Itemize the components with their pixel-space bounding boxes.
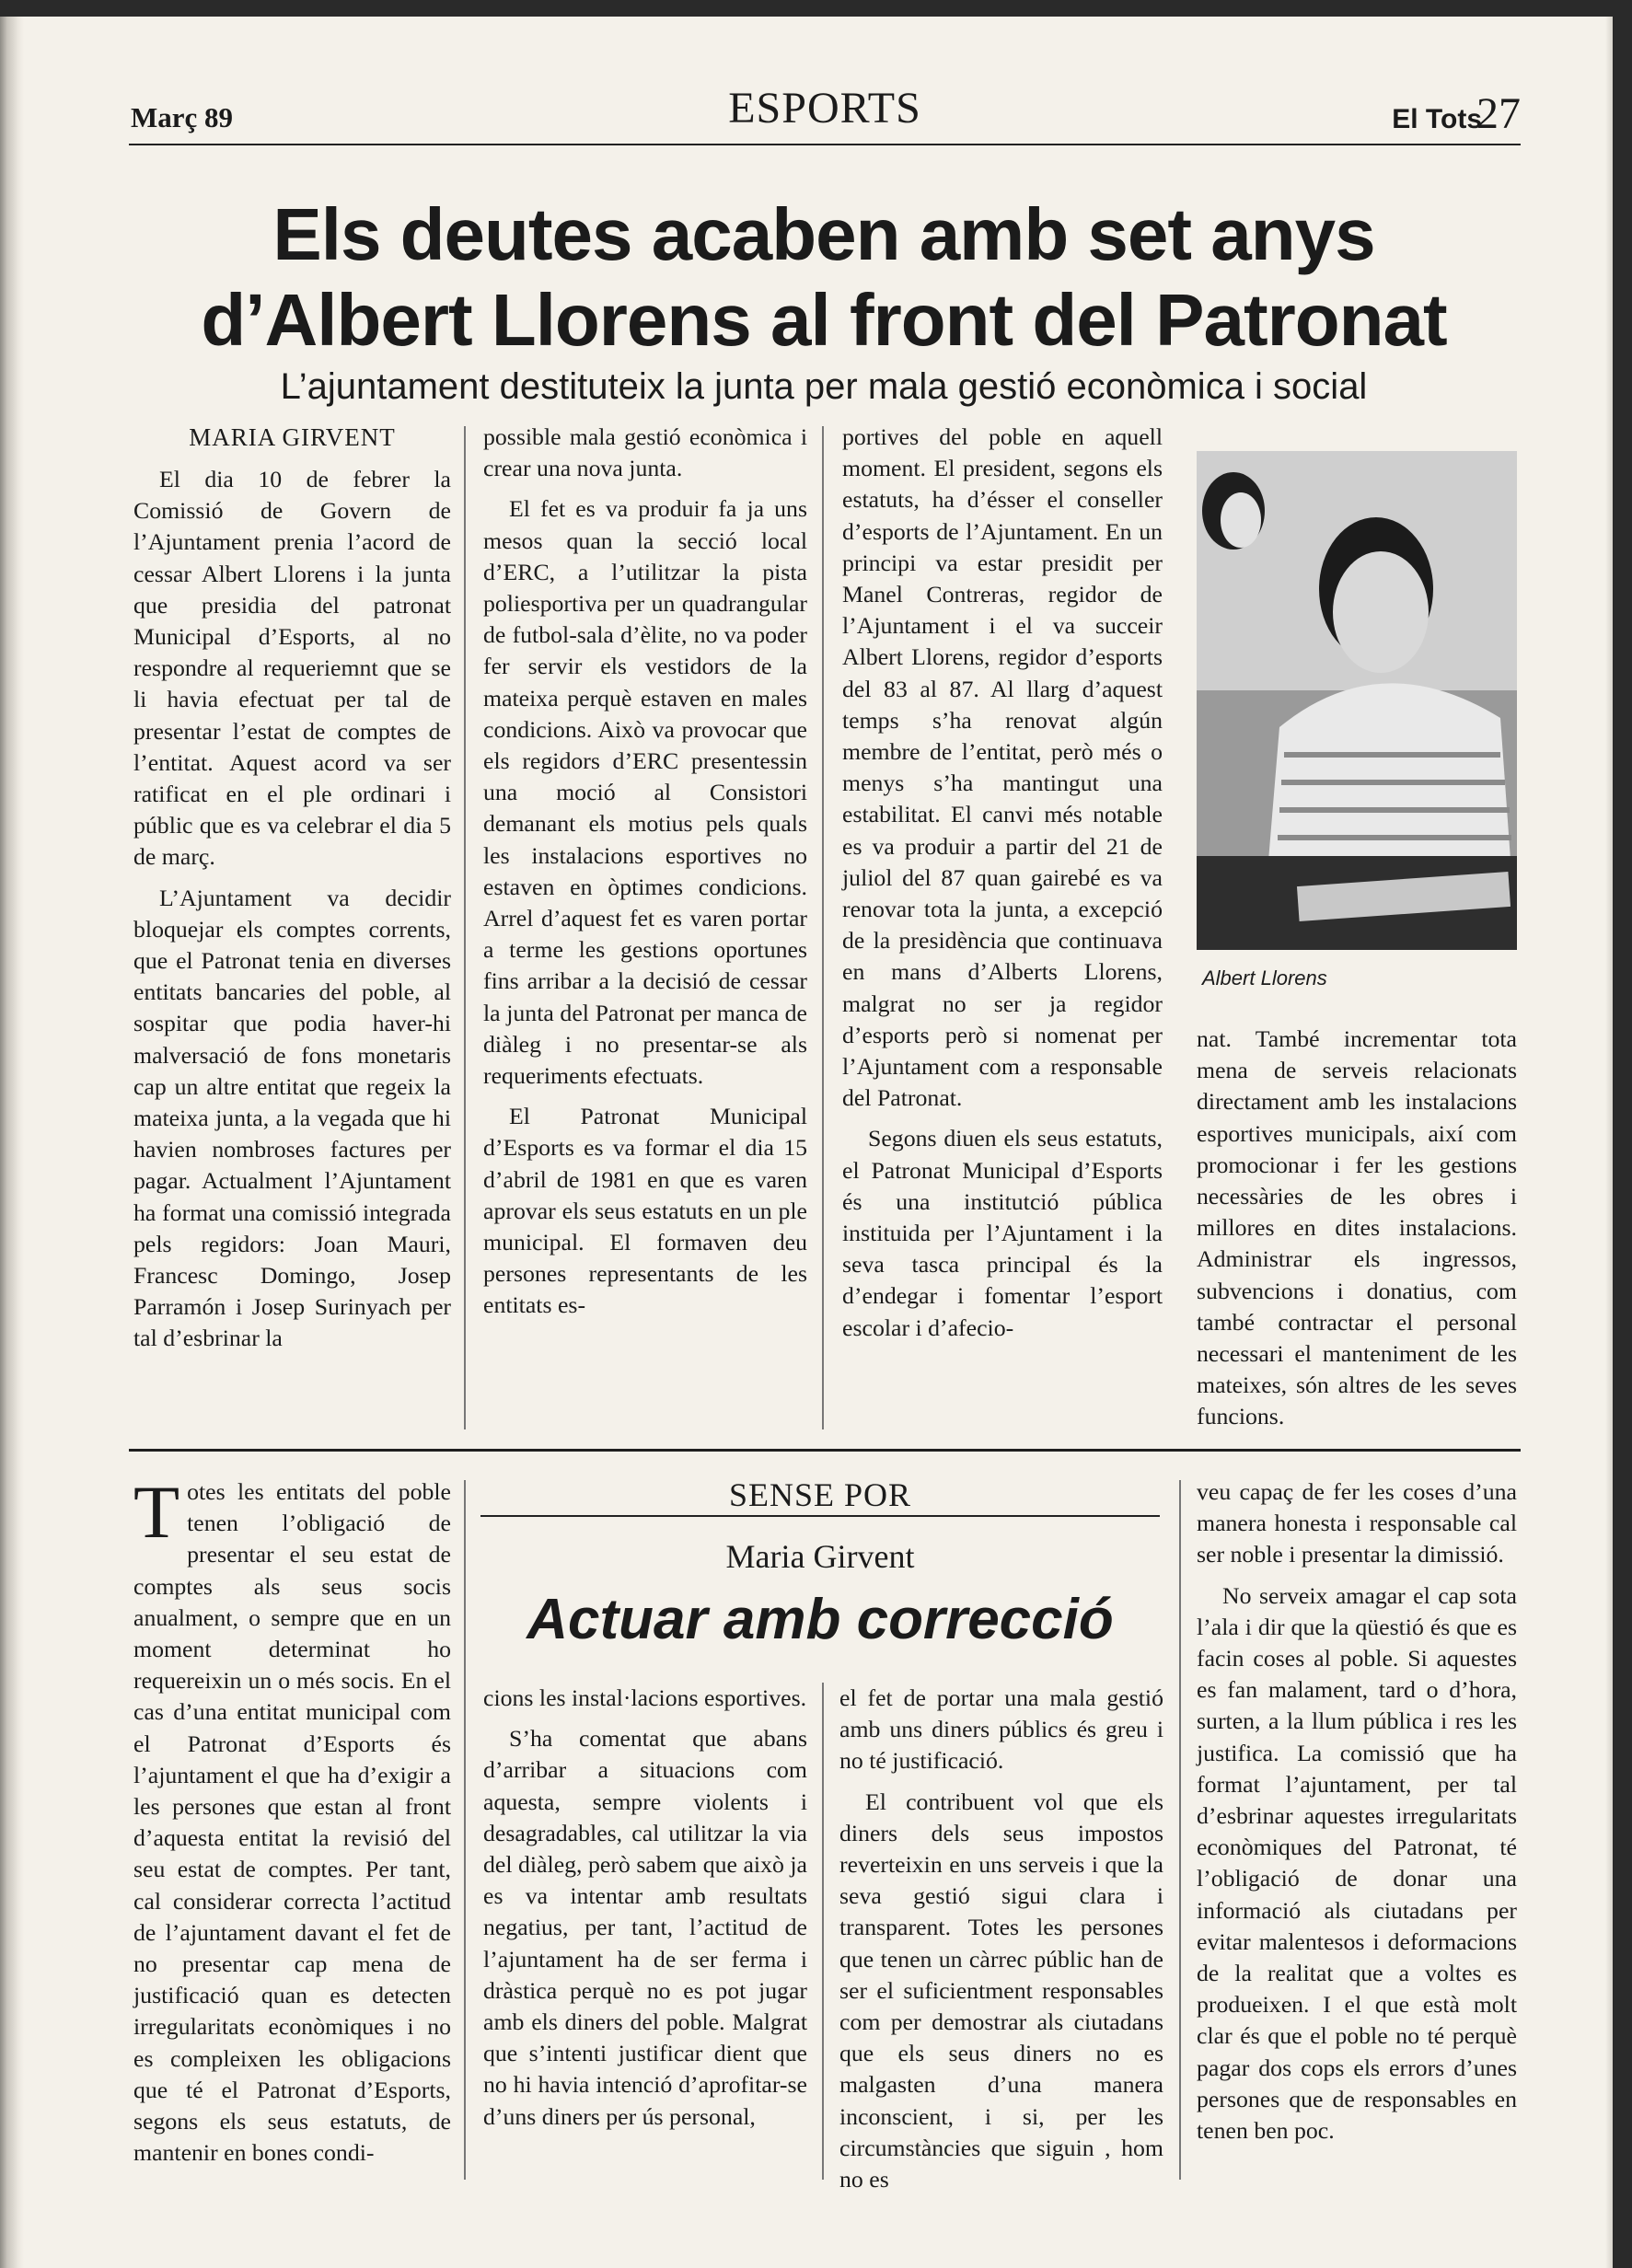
publication-name: El Tots [1392,104,1482,134]
opinion-column-4 [1197,1476,1517,2146]
paragraph: nat. També incrementar tota mena de serveis relacionats directament amb les instalacions esportives municipals, així com promocionar i fer les gestions necessàries de les obres i millores en dites instalacions. Administrar els ingressos, subvencions i donatius, com també contractar el personal necessari el manteniment de les mateixes, són altres de les seves funcions. [1197,1025,1517,1430]
column-rule [822,1683,824,2180]
headline-line-1: Els deutes acaben amb set anys [272,193,1375,275]
article-byline: MARIA GIRVENT [189,423,396,451]
column-rule [822,426,824,1429]
paragraph: El Patronat Municipal d’Esports es va formar el dia 15 d’abril de 1981 en que es varen aprovar els seus estatuts en un ple municipal. El formaven deu persones representants de les entitats es- [483,1103,807,1319]
photo-caption: Albert Llorens [1202,966,1327,989]
issue-date: Març 89 [131,101,234,133]
running-header [129,81,1521,145]
paragraph: L’Ajuntament va decidir bloquejar els comptes corrents, que el Patronat tenia en diverses entitats bancaries del poble, al sospitar que podia haver-hi malversació de fons monetaris cap un altre entitat que regeix la mateixa junta, a la vegada que hi havien nombroses factures per pagar. Actualment l’Ajuntament ha format una comissió integrada pels regidors: Joan Mauri, Francesc Domingo, Josep Parramón i Josep Surinyach per tal d’esbrinar la [133,884,451,1352]
opinion-column-3 [839,1683,1163,2195]
opinion-text: otes les entitats del poble tenen l’obligació de presentar el seu estat de comptes als seus socis anualment, o sempre que en un moment determinat ho requereixin un o més socis. En el cas d’una entitat municipal com el Patronat d’Esports és l’ajuntament el que ha d’exigir a les persones que estan al front d’aquesta entitat la revisió del seu estat de comptes. Per tant, cal considerar correcta l’actitud de l’ajuntament davant el fet de no presentar cap mena de justificació quan es detecten irregularitats econòmiques i no es compleixen les obligacions que té el Patronat d’Esports, segons els seus estatuts, de mantenir en bones condi- [133,1478,451,2167]
column-rule [464,1480,466,2180]
article-headline [120,191,1528,363]
article-subheadline: L’ajuntament destituteix la junta per mala gestió econòmica i social [280,366,1368,407]
paragraph: veu capaç de fer les coses d’una manera honesta i responsable cal ser noble i presentar la dimissió. [1197,1478,1517,1568]
page-binding-shadow [0,17,24,2268]
page-edge-shadow [1605,17,1613,2268]
paragraph: possible mala gestió econòmica i crear una nova junta. [483,423,807,482]
paragraph: El fet es va produir fa ja uns mesos quan la secció local d’ERC, a l’utilitzar la pista poliesportiva per un quadrangular de futbol-sala d’èlite, no va poder fer servir els vestidors de la mateixa perquè estaven en males condicions. Això va provocar que els regidors d’ERC presentessin una moció al Consistori demanant els motius pels quals les instalacions esportives no estaven en òptimes condicions. Arrel d’aquest fet es varen portar a terme les gestions oportunes fins arribar a la decisió de cessar la junta del Patronat per manca de diàleg i no presentar-se als requeriments efectuats. [483,495,807,1090]
article-column-4 [1197,1024,1517,1433]
paragraph: El dia 10 de febrer la Comissió de Govern de l’Ajuntament prenia l’acord de cessar Albert Llorens i la junta que presidia del patronat Municipal d’Esports, al no respondre al requeriemnt que se li havia efectuat per tal de presentar l’estat de comptes de l’entitat. Aquest acord va ser ratificat en el ple ordinari i públic que es va celebrar el dia 5 de març. [133,466,451,871]
section-title: ESPORTS [728,84,921,133]
paragraph: S’ha comentat que abans d’arribar a situacions com aquesta, sempre violents i desagradables, cal utilitzar la via del diàleg, però sabem que això ja es va intentar amb resultats negatius, per tant, l’actitud de l’ajuntament ha de ser ferma i dràstica perquè no es pot jugar amb els diners del poble. Malgrat que s’intenti justificar dient que no hi havia intenció d’aprofitar-se d’uns diners per ús personal, [483,1725,807,2130]
paragraph: No serveix amagar el cap sota l’ala i dir que la qüestió és que es facin coses al poble. Si aquestes es fan malament, tard o d’hora, surten, a la llum pública i res les justifica. La comissió que ha format l’ajuntament, per tal d’esbrinar aquestes irregularitats econòmiques del Patronat, té l’obligació de donar una informació als ciutadans per evitar malentesos i deformacions de la realitat que a voltes es produeixen. I el que està molt clar és que el poble no té perquè pagar dos cops els errors d’unes persones que de responsables en tenen ben poc. [1197,1581,1517,2145]
paragraph: Segons diuen els seus estatuts, el Patronat Municipal d’Esports és una institutció pública instituida per l’Ajuntament i la seva tasca principal és la d’endegar i fomentar l’esport escolar i d’afecio- [842,1125,1163,1341]
paragraph: el fet de portar una mala gestió amb uns diners públics és greu i no té justificació. [839,1684,1163,1775]
opinion-column-2 [483,1683,807,2133]
paragraph: El contribuent vol que els diners dels seus impostos reverteixin en uns serveis i que la seva gestió sigui clara i transparent. Totes les persones que tenen un càrrec públic han de ser el suficientment responsables com per demostrar als ciutadans que els seus diners no es malgasten d’una manera inconscient, i si, per les circumstàncies que siguin , hom no es [839,1788,1163,2193]
section-divider [129,1449,1521,1452]
article-column-1 [133,464,451,1355]
opinion-column-1 [133,1470,451,2169]
opinion-section-label: SENSE POR [480,1475,1160,1517]
article-column-3 [842,422,1163,1344]
opinion-title: Actuar amb correcció [527,1588,1114,1651]
paragraph: portives del poble en aquell moment. El president, segons els estatuts, ha d’ésser el conseller d’esports de l’Ajuntament. En un principi va estar presidit per Manel Contreras, regidor de l’Ajuntament i el va succeir Albert Llorens, regidor d’esports del 83 al 87. Al llarg d’aquest temps s’ha renovat algún membre de l’entitat, però més o menys s’ha mantingut una estabilitat. El canvi més notable es va produir a partir del 21 de juliol del 87 quan gairebé es va renovar tota la junta, a excepció de la presidència que continuava en mans d’Alberts Llorens, malgrat no ser ja regidor d’esports però si nomenat per l’Ajuntament com a responsable del Patronat. [842,423,1163,1112]
photo-illustration [1197,451,1517,950]
paragraph: cions les instal·lacions esportives. [483,1684,807,1711]
drop-cap: T [133,1470,180,1554]
albert-llorens-photo [1197,451,1517,950]
column-rule [464,426,466,1429]
column-rule [1179,1480,1181,2180]
magazine-page [0,17,1613,2268]
headline-line-2: d’Albert Llorens al front del Patronat [201,279,1447,361]
opinion-author: Maria Girvent [725,1538,915,1575]
page-number: 27 [1476,89,1521,138]
paragraph [133,1470,451,2169]
article-column-2 [483,422,807,1322]
